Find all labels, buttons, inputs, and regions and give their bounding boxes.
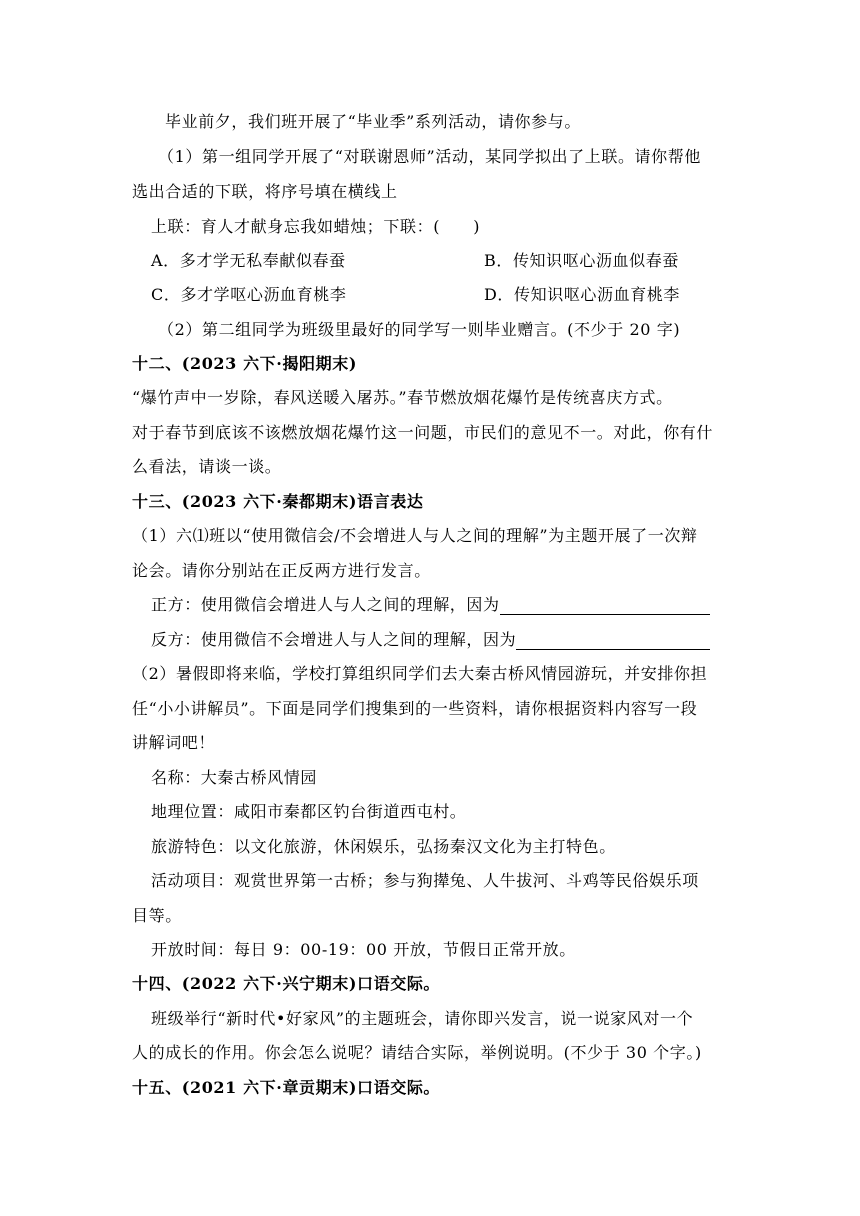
q13-pro-row [151, 595, 710, 615]
q12-line1: “爆竹声中一岁除，春风送暖入屠苏。”春节燃放烟花爆竹是传统喜庆方式。 [132, 388, 673, 407]
q11-part2: （2）第二组同学为班级里最好的同学写一则毕业赠言。(不少于 20 字) [158, 320, 681, 339]
q13-p2-line3: 讲解词吧！ [132, 733, 216, 752]
intro-text: 毕业前夕，我们班开展了“毕业季”系列活动，请你参与。 [165, 112, 581, 131]
con-answer-blank[interactable] [516, 631, 710, 650]
q13-p2-line1: （2）暑假即将来临，学校打算组织同学们去大秦古桥风情园游玩，并安排你担 [132, 664, 708, 683]
q14-line1: 班级举行“新时代•好家风”的主题班会，请你即兴发言，说一说家风对一个 [151, 1009, 694, 1028]
q11-part1-line1: （1）第一组同学开展了“对联谢恩师”活动，某同学拟出了上联。请你帮他 [158, 147, 701, 166]
option-a: A．多才学无私奉献似春蚕 [151, 251, 346, 270]
q13-heading: 十三、(2023 六下·秦都期末)语言表达 [132, 492, 424, 511]
option-d: D．传知识呕心沥血育桃李 [484, 285, 681, 304]
option-b: B．传知识呕心沥血似春蚕 [484, 251, 679, 270]
q14-heading: 十四、(2022 六下·兴宁期末)口语交际。 [132, 974, 441, 993]
pro-answer-blank[interactable] [500, 596, 710, 615]
q13-p2-line2: 任“小小讲解员”。下面是同学们搜集到的一些资料，请你根据资料内容写一段 [132, 699, 698, 718]
q14-line2: 人的成长的作用。你会怎么说呢？请结合实际，举例说明。(不少于 30 个字。) [132, 1043, 702, 1062]
q12-heading: 十二、(2023 六下·揭阳期末) [132, 354, 358, 373]
q13-con-row [151, 630, 710, 650]
q13-features: 旅游特色：以文化旅游，休闲娱乐，弘扬秦汉文化为主打特色。 [151, 837, 616, 856]
couplet-line: 上联：育人才献身忘我如蜡烛；下联：( ) [151, 217, 481, 236]
q15-heading: 十五、(2021 六下·章贡期末)口语交际。 [132, 1078, 441, 1097]
q12-line3: 么看法，请谈一谈。 [132, 457, 282, 476]
q13-activities-line2: 目等。 [132, 906, 182, 925]
q13-location: 地理位置：咸阳市秦都区钓台街道西屯村。 [151, 802, 467, 821]
option-c: C．多才学呕心沥血育桃李 [151, 285, 347, 304]
q11-part1-line2: 选出合适的下联，将序号填在横线上 [132, 182, 398, 201]
q13-activities-line1: 活动项目：观赏世界第一古桥；参与狗撵兔、人牛拔河、斗鸡等民俗娱乐项 [151, 871, 699, 890]
q13-hours: 开放时间：每日 9：00-19：00 开放，节假日正常开放。 [151, 940, 576, 959]
q13-con-text: 反方：使用微信不会增进人与人之间的理解，因为 [151, 630, 517, 649]
q13-pro-text: 正方：使用微信会增进人与人之间的理解，因为 [151, 595, 500, 614]
q13-name: 名称：大秦古桥风情园 [151, 768, 318, 787]
q13-p1-line1: （1）六⑴班以“使用微信会/不会增进人与人之间的理解”为主题开展了一次辩 [132, 526, 698, 545]
q12-line2: 对于春节到底该不该燃放烟花爆竹这一问题，市民们的意见不一。对此，你有什 [132, 423, 714, 442]
q13-p1-line2: 论会。请你分别站在正反两方进行发言。 [132, 561, 431, 580]
